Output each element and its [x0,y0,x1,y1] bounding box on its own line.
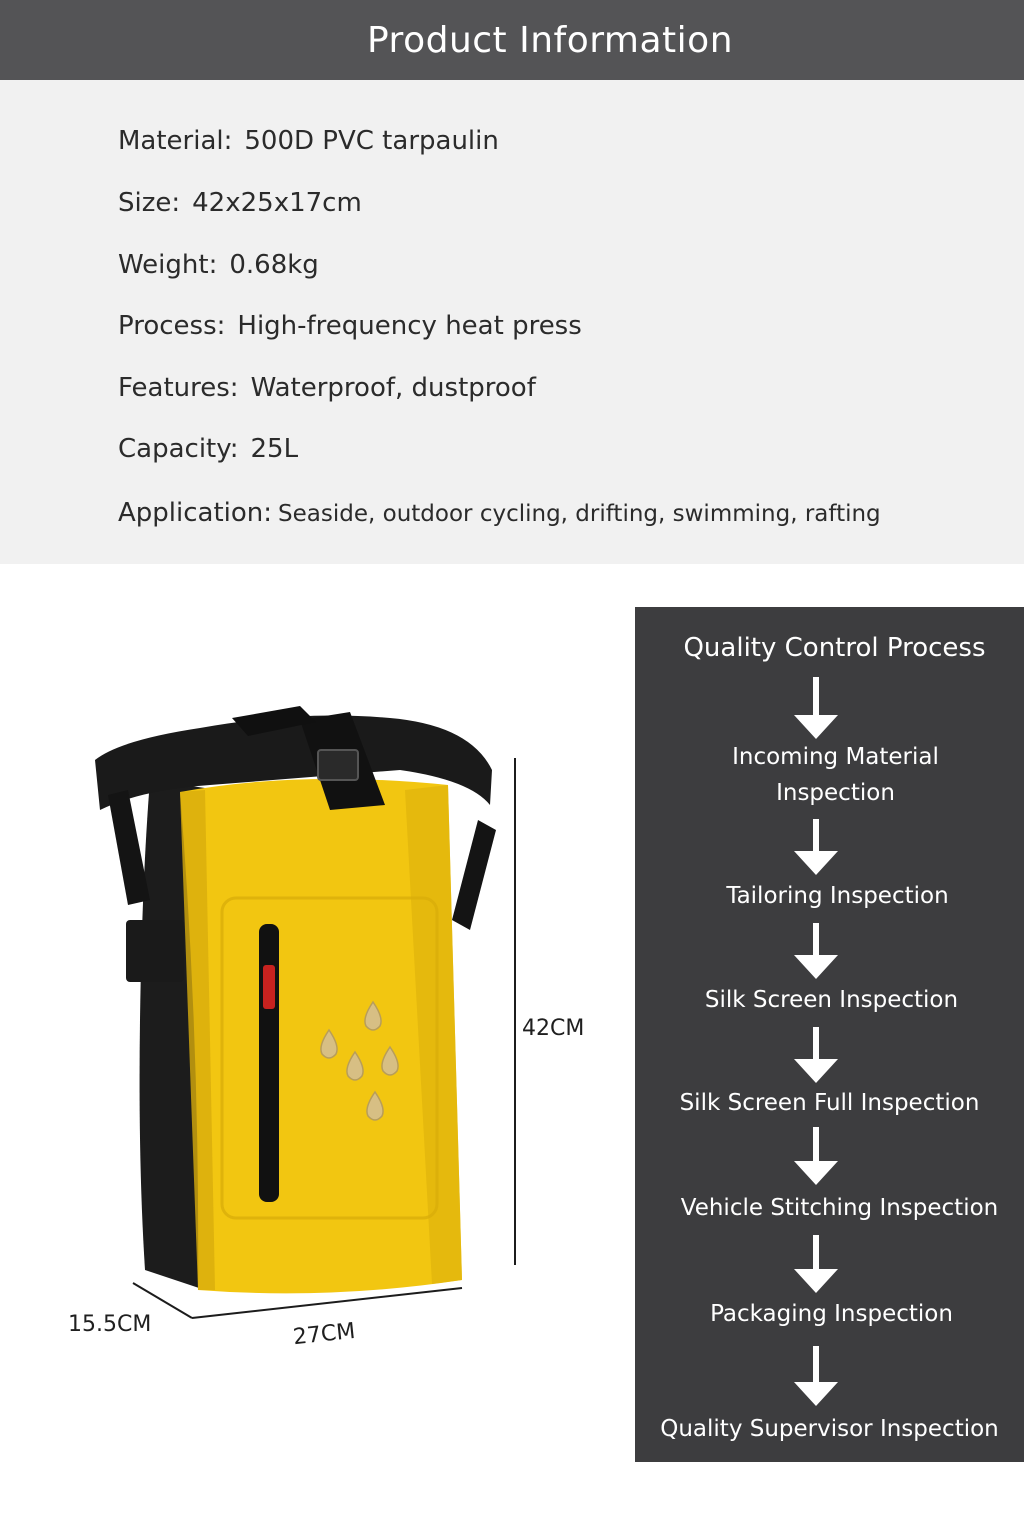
qc-step-vehicle-stitching: Vehicle Stitching Inspection [680,1195,999,1221]
height-label: 42CM [522,1016,585,1041]
arrow-down-icon [792,1346,840,1408]
spec-value: Waterproof, dustproof [250,373,536,403]
spec-value: Seaside, outdoor cycling, drifting, swimming, rafting [278,501,881,527]
arrow-down-icon [792,819,840,877]
arrow-down-icon [792,1027,840,1085]
spec-value: 0.68kg [229,250,319,280]
spec-label: Features: [118,373,239,403]
qc-step-silk-screen-full: Silk Screen Full Inspection [679,1090,980,1116]
spec-label: Process: [118,311,226,341]
qc-step-silk-screen: Silk Screen Inspection [704,987,959,1013]
page-title: Product Information [366,19,734,61]
spec-label: Size: [118,188,181,218]
qc-title: Quality Control Process [683,633,986,663]
arrow-down-icon [792,923,840,981]
spec-capacity [118,434,298,464]
spec-features [118,373,536,403]
spec-value: 500D PVC tarpaulin [244,126,499,156]
spec-value: High-frequency heat press [237,311,582,341]
spec-application [118,498,881,528]
width-label: 27CM [291,1318,357,1351]
qc-step-incoming-material: Incoming Material Inspection [732,744,939,806]
arrow-down-icon [792,677,840,741]
product-info-section [0,80,1024,564]
qc-step-packaging: Packaging Inspection [710,1301,953,1327]
qc-step-quality-supervisor: Quality Supervisor Inspection [660,1416,999,1442]
qc-step-tailoring: Tailoring Inspection [726,883,949,909]
product-figure [0,600,630,1420]
quality-control-panel [635,607,1024,1462]
backpack-image [0,600,630,1420]
spec-weight [118,250,319,280]
spec-label: Weight: [118,250,218,280]
arrow-down-icon [792,1235,840,1295]
depth-label: 15.5CM [68,1312,152,1337]
spec-label: Capacity: [118,434,239,464]
spec-material [118,126,499,156]
side-buckle-left [108,790,150,905]
spec-value: 25L [250,434,299,464]
spec-value: 42x25x17cm [192,188,362,218]
spec-label: Material: [118,126,233,156]
arrow-down-icon [792,1127,840,1187]
side-buckle-right [452,820,496,930]
spec-label: Application: [118,498,273,528]
spec-size [118,188,362,218]
header-bar [0,0,1024,80]
spec-process [118,311,582,341]
